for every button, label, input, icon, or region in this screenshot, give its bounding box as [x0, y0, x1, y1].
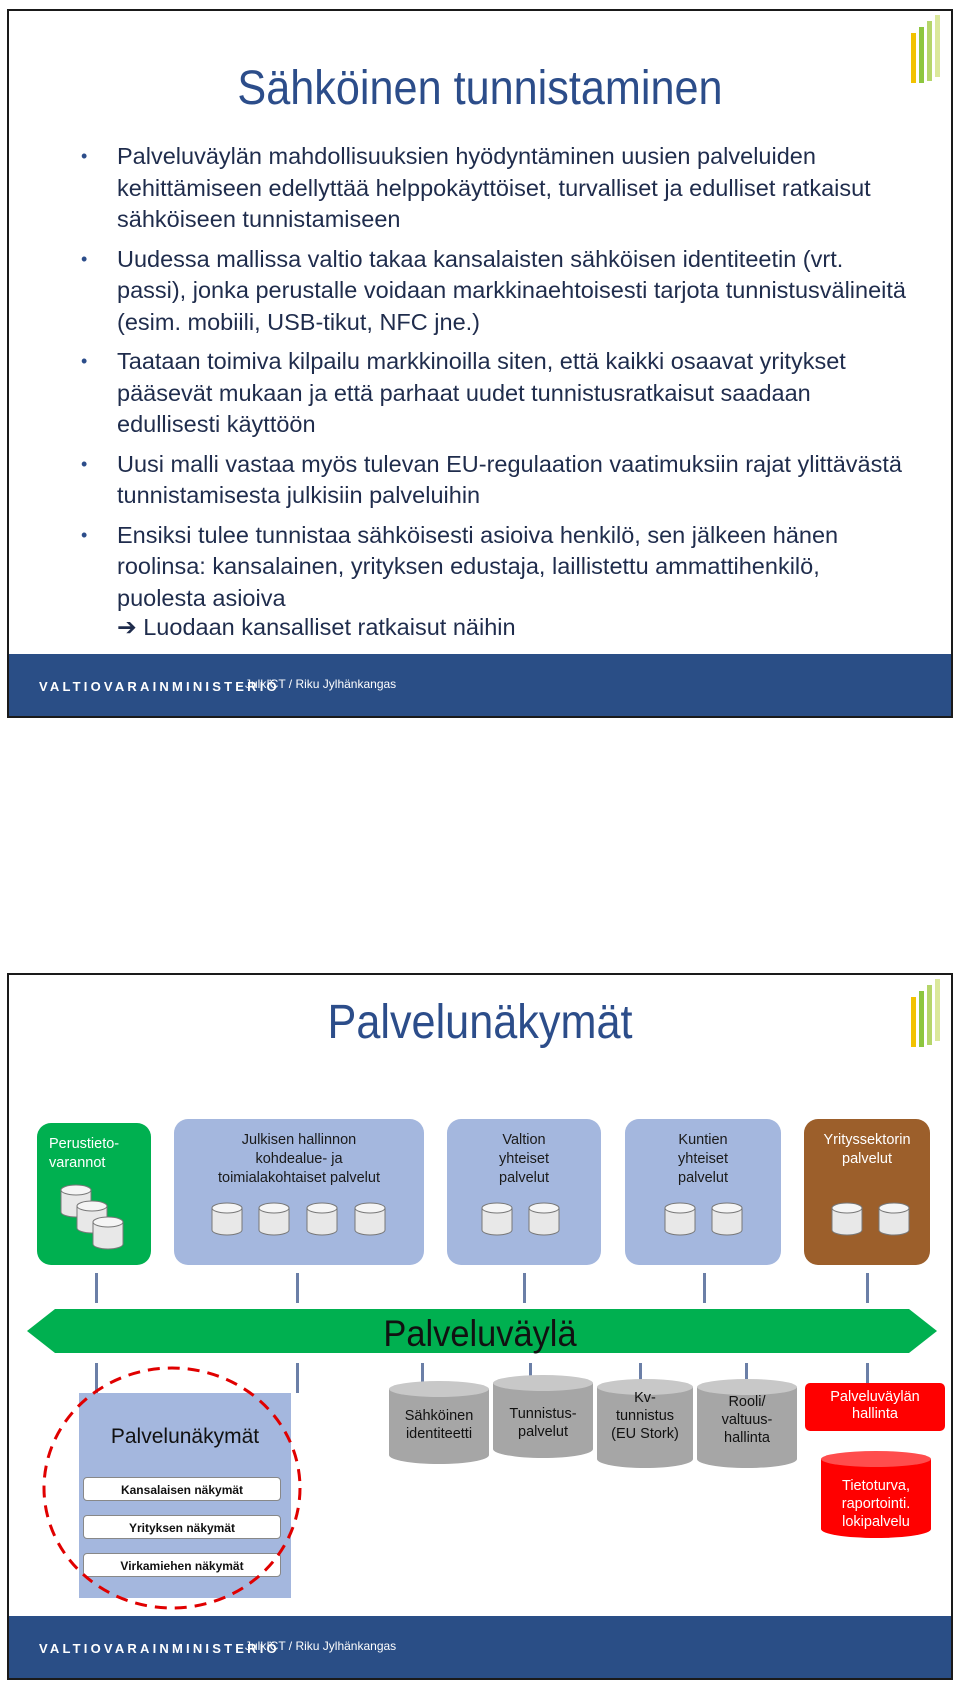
kuntien-box: Kuntien yhteiset palvelut	[625, 1119, 781, 1265]
decorative-stripes-icon	[901, 11, 951, 91]
database-icon	[879, 1203, 909, 1235]
connector-line	[866, 1273, 869, 1303]
database-icon	[529, 1203, 559, 1235]
database-icon	[355, 1203, 385, 1235]
bullet-dot-icon: •	[81, 453, 88, 474]
bullet-item: • Taataan toimiva kilpailu markkinoilla siten, että kaikki osaavat yritykset pääsevät mukaan ja että parhaat uudet tunnistusratkaisut saadaan edullisesti käyttöön	[81, 348, 846, 437]
view-item: Yrityksen näkymät	[83, 1515, 281, 1539]
conclusion-text: Luodaan kansalliset ratkaisut näihin	[143, 614, 516, 640]
bullet-dot-icon: •	[81, 248, 88, 269]
bullet-dot-icon: •	[81, 524, 88, 545]
julkisen-hallinnon-box: Julkisen hallinnon kohdealue- ja toimialakohtaiset palvelut	[174, 1119, 424, 1265]
database-cylinders	[9, 975, 953, 1275]
slide-1	[7, 9, 953, 718]
database-icon	[93, 1217, 123, 1249]
footer-note: JulkICT / Riku Jylhänkangas	[245, 677, 397, 691]
bullet-item: • Uusi malli vastaa myös tulevan EU-regulaation vaatimuksiin rajat ylittävästä tunnistamisesta julkisiin palveluihin	[81, 450, 902, 508]
database-icon	[712, 1203, 742, 1235]
database-icon	[482, 1203, 512, 1235]
database-icon	[307, 1203, 337, 1235]
view-item: Kansalaisen näkymät	[83, 1477, 281, 1501]
tunnistuspalvelut-service: Tunnistus- palvelut	[493, 1375, 593, 1459]
bullet-item: • Uudessa mallissa valtio takaa kansalaisten sähköisen identiteetin (vrt. passi), jonka perustalle voidaan markkinaehtoisesti tarjota tunnistusvälineitä (esim. mobiili, USB-tikut, NFC jne.)	[81, 245, 906, 335]
sahkoinen-identiteetti-service: Sähköinen identiteetti	[389, 1381, 489, 1465]
bullet-item: • Ensiksi tulee tunnistaa sähköisesti asioiva henkilö, sen jälkeen hänen roolinsa: kansalainen, yrityksen edustaja, laillistettu ammattihenkilö, puolesta asioiva	[81, 521, 839, 611]
footer-bar	[9, 1616, 951, 1678]
footer-note: JulkICT / Riku Jylhänkangas	[245, 1639, 397, 1653]
rooli-valtuushallinta-service: Rooli/ valtuus- hallinta	[697, 1379, 797, 1469]
database-icon	[259, 1203, 289, 1235]
view-item: Virkamiehen näkymät	[83, 1553, 281, 1577]
valtion-box: Valtion yhteiset palvelut	[447, 1119, 601, 1265]
connector-line	[703, 1273, 706, 1303]
perustieto-box: Perustieto- varannot	[37, 1123, 151, 1265]
panel-title: Palvelunäkymät	[110, 1425, 260, 1448]
slide-title: Sähköinen tunnistaminen	[237, 62, 723, 115]
connector-line	[95, 1273, 98, 1303]
footer-bar	[9, 654, 951, 716]
conclusion-line	[117, 613, 516, 641]
database-icon	[665, 1203, 695, 1235]
bullet-dot-icon: •	[81, 351, 88, 371]
connector-line	[523, 1273, 526, 1303]
connector-line	[296, 1273, 299, 1303]
dashed-highlight-circle	[39, 1363, 305, 1613]
database-icon	[832, 1203, 862, 1235]
kv-tunnistus-service: Kv- tunnistus (EU Stork)	[597, 1379, 693, 1469]
bullet-dot-icon: •	[81, 146, 88, 166]
bullet-item: • Palveluväylän mahdollisuuksien hyödyntäminen uusien palveluiden kehittämiseen edellyttää helppokäyttöiset, turvalliset ja edulliset ratkaisut sähköiseen tunnistamiseen	[81, 143, 871, 232]
service-bus-label: Palveluväylä	[383, 1313, 577, 1354]
palveluvaylan-hallinta-box: Palveluväylän hallinta	[805, 1383, 945, 1431]
ministry-logo: VALTIOVARAINMINISTERIÖ	[39, 679, 280, 694]
slide-title: Palvelunäkymät	[327, 996, 633, 1049]
tietoturva-service: Tietoturva, raportointi. lokipalvelu	[821, 1451, 931, 1539]
arrow-right-icon: ➔	[117, 614, 137, 640]
database-icon	[212, 1203, 242, 1235]
yrityssektori-box: Yrityssektorin palvelut	[804, 1119, 930, 1265]
ministry-logo: VALTIOVARAINMINISTERIÖ	[39, 1641, 280, 1656]
bullet-list	[69, 141, 909, 622]
slide-2	[7, 973, 953, 1680]
